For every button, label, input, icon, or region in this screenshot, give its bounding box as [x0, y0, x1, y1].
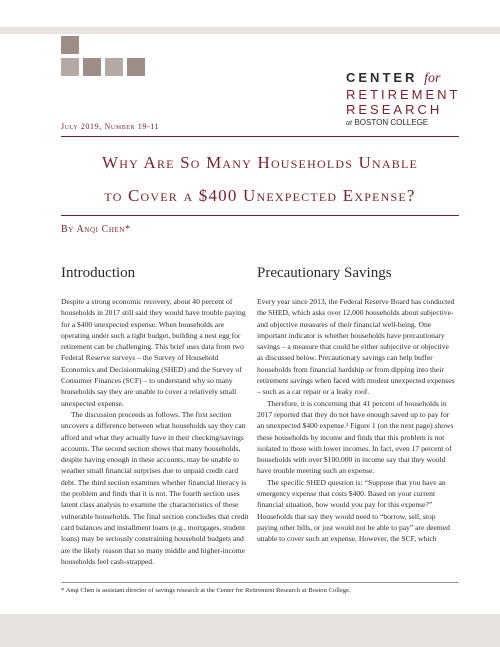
- page-title: [61, 146, 459, 212]
- footnote-rule: [61, 582, 459, 583]
- title-line-2: to Cover a $400 Unexpected Expense?: [104, 186, 416, 205]
- issue-number: July 2019, Number 19-11: [61, 122, 160, 131]
- intro-column: [61, 296, 249, 567]
- title-line-1: Why Are So Many Households Unable: [101, 153, 419, 172]
- decor-square: [127, 58, 145, 76]
- savings-paragraph-3: The specific SHED question is: “Suppose that you have an emergency expense that costs $400. Based on your current financial situation, how would you pay for this expense?” Households that say they would need to “borrow, sell, stop paying other bills, or just would not be able to pay” are deemed unable to cover such an expense. However, the SCF, which: [257, 477, 450, 544]
- top-band: [0, 0, 500, 27]
- decor-square: [105, 58, 123, 76]
- footnote: * Anqi Chen is assistant director of savings research at the Center for Retirement Research at Boston College.: [61, 587, 351, 594]
- decor-square: [61, 36, 79, 54]
- decor-square: [61, 58, 79, 76]
- title-rule-bottom: [61, 215, 459, 216]
- crr-logo: [346, 70, 461, 127]
- decor-square: [83, 58, 101, 76]
- intro-heading: Introduction: [61, 265, 136, 281]
- intro-paragraph-2: The discussion proceeds as follows. The first section uncovers a difference between what households say they can afford and what they actually have in their checking/savings accounts. The second section shows that many households, despite having enough in these accounts, may be unable to weather small financial surprises due to unpaid credit card debt. The third section examines whether financial literacy is the problem and finds that it is not. The fourth section uses latent class analysis to examine the characteristics of these vulnerable households. The final section concludes that credit card balances and installment loans (e.g., mortgages, student loans) may be seriously constraining household budgets and are the likely reason that so many middle and higher-income households feel cash-strapped.: [61, 409, 249, 566]
- savings-paragraph-1: Every year since 2013, the Federal Reserve Board has conducted the SHED, which asks over 12,000 households about subjective-and objective measures of their financial well-being. One important indicator is whether households have precautionary savings – a measure that could be either subjective or objective as discussed below. Precautionary savings can help buffer households from financial hardship or from dipping into their retirement savings when faced with modest unexpected expenses – such as a car repair or a leaky roof.: [257, 297, 455, 397]
- logo-line-1: CENTER for: [346, 70, 441, 86]
- logo-line-3: RESEARCH: [346, 102, 443, 117]
- logo-line-2: RETIREMENT: [346, 87, 461, 102]
- logo-line-4: at BOSTON COLLEGE: [346, 118, 429, 127]
- intro-paragraph-1: Despite a strong economic recovery, about 40 percent of households in 2017 still said they would have trouble paying for a $400 unexpected expense. When households are operating under such a tight budget, building a nest egg for retirement can be challenging. This brief uses data from two Federal Reserve surveys – the Survey of Household Economics and Decisionmaking (SHED) and the Survey of Consumer Finances (SCF) – to understand why so many households say they are unable to cover a relatively small unexpected expense.: [61, 297, 246, 408]
- bottom-band: [0, 614, 500, 647]
- author-line: By Anqi Chen*: [61, 224, 131, 235]
- savings-paragraph-2: Therefore, it is concerning that 41 percent of households in 2017 reported that they do not have enough saved up to pay for an unexpected $400 expense.¹ Figure 1 (on the next page) shows these households by income and finds that this problem is not isolated to those with lower incomes. In fact, even 17 percent of households with over $100,000 in income say that they would have trouble meeting such an expense.: [257, 398, 454, 476]
- title-rule-top: [61, 136, 459, 137]
- top-band-strip: [0, 27, 500, 34]
- savings-column: [257, 296, 457, 545]
- savings-heading: Precautionary Savings: [257, 265, 392, 281]
